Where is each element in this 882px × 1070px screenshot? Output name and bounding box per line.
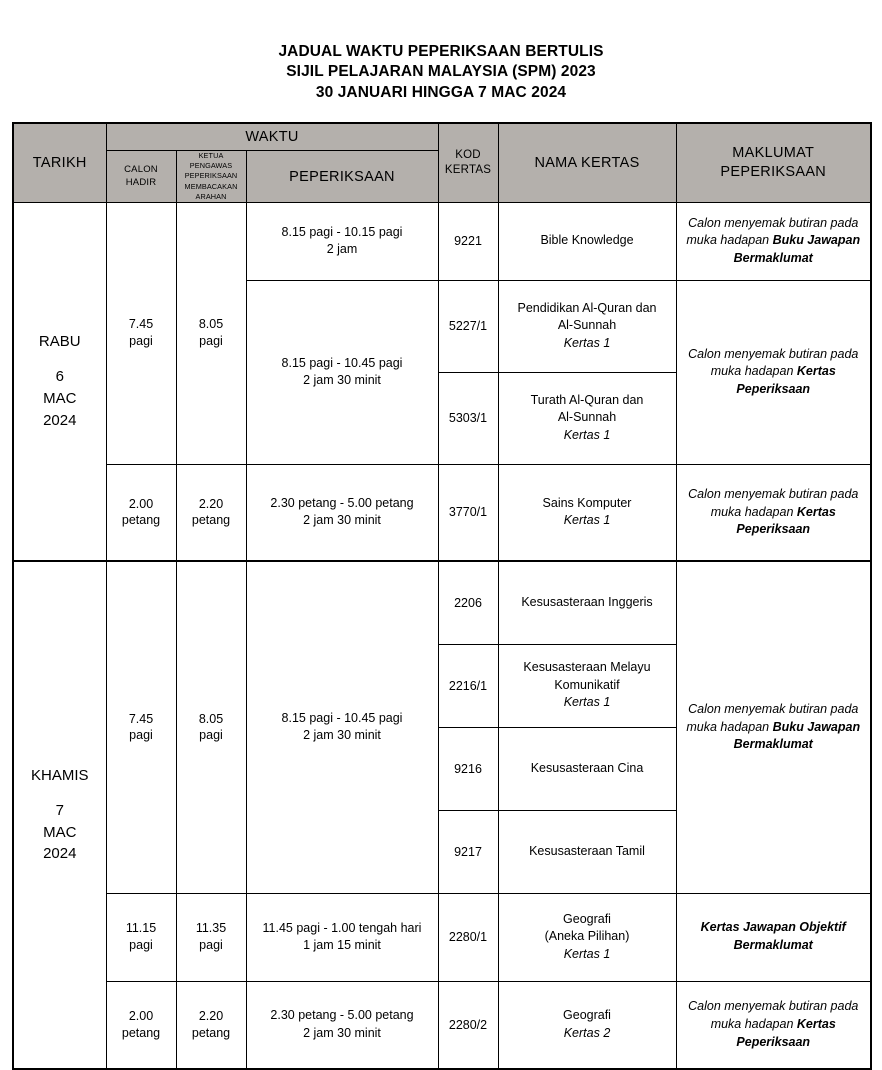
- calon-hadir-time: 11.15 pagi: [106, 893, 176, 981]
- header-tarikh: TARIKH: [13, 123, 106, 202]
- header-waktu: WAKTU: [106, 123, 438, 151]
- title-line-1: JADUAL WAKTU PEPERIKSAAN BERTULIS: [278, 43, 604, 60]
- table-body: [13, 202, 871, 1069]
- table-row: [13, 893, 871, 981]
- exam-period-cell: 8.15 pagi - 10.45 pagi 2 jam 30 minit: [246, 280, 438, 464]
- paper-part-label: Kertas 1: [563, 335, 611, 350]
- paper-name-cell: Kesusasteraan Cina: [498, 727, 676, 810]
- exam-info-cell: Kertas Jawapan Objektif Bermaklumat: [676, 893, 871, 981]
- paper-code-cell: 2206: [438, 561, 498, 644]
- paper-name-cell: Kesusasteraan Tamil: [498, 810, 676, 893]
- page-title: [0, 0, 882, 103]
- paper-name-cell: Turath Al-Quran dan Al-Sunnah Kertas 1: [498, 372, 676, 464]
- calon-hadir-time: 2.00 petang: [106, 464, 176, 561]
- ketua-pengawas-time: 8.05 pagi: [176, 202, 246, 464]
- paper-part-label: Kertas 1: [563, 695, 611, 710]
- paper-code-cell: 9217: [438, 810, 498, 893]
- date-cell: [13, 561, 106, 1069]
- calon-hadir-time: 7.45 pagi: [106, 202, 176, 464]
- exam-info-cell: Calon menyemak butiran pada muka hadapan Kertas Peperiksaan: [676, 280, 871, 464]
- exam-schedule-table: [12, 122, 872, 1070]
- header-nama-kertas: NAMA KERTAS: [498, 123, 676, 202]
- paper-name-cell: Geografi Kertas 2: [498, 981, 676, 1069]
- table-row: [13, 464, 871, 561]
- date-year: 2024: [43, 411, 77, 429]
- title-line-2: SIJIL PELAJARAN MALAYSIA (SPM) 2023: [286, 63, 596, 81]
- calon-hadir-time: 2.00 petang: [106, 981, 176, 1069]
- date-cell: [13, 202, 106, 561]
- exam-period-cell: 2.30 petang - 5.00 petang 2 jam 30 minit: [246, 981, 438, 1069]
- paper-part-label: Kertas 2: [563, 1025, 611, 1040]
- exam-info-cell: Calon menyemak butiran pada muka hadapan Kertas Peperiksaan: [676, 464, 871, 561]
- paper-code-cell: 9221: [438, 202, 498, 280]
- title-line-3: 30 JANUARI HINGGA 7 MAC 2024: [315, 83, 567, 101]
- paper-code-cell: 5303/1: [438, 372, 498, 464]
- paper-name-cell: Bible Knowledge: [498, 202, 676, 280]
- paper-name-cell: Geografi (Aneka Pilihan) Kertas 1: [498, 893, 676, 981]
- paper-part-label: Kertas 1: [563, 427, 611, 442]
- paper-code-cell: 2280/2: [438, 981, 498, 1069]
- header-maklumat-peperiksaan: MAKLUMAT PEPERIKSAAN: [676, 123, 871, 202]
- paper-code-cell: 5227/1: [438, 280, 498, 372]
- paper-name-cell: Kesusasteraan Inggeris: [498, 561, 676, 644]
- ketua-pengawas-time: 2.20 petang: [176, 981, 246, 1069]
- timetable-container: [0, 103, 882, 1070]
- exam-period-cell: 11.45 pagi - 1.00 tengah hari 1 jam 15 minit: [246, 893, 438, 981]
- date-number: 7: [55, 801, 64, 819]
- date-spacer: [14, 353, 106, 366]
- paper-part-label: Kertas 1: [563, 513, 611, 528]
- paper-code-cell: 9216: [438, 727, 498, 810]
- calon-hadir-time: 7.45 pagi: [106, 561, 176, 893]
- paper-name-cell: Kesusasteraan Melayu Komunikatif Kertas 1: [498, 644, 676, 727]
- date-spacer: [14, 787, 106, 800]
- exam-info-cell: Calon menyemak butiran pada muka hadapan Buku Jawapan Bermaklumat: [676, 561, 871, 893]
- table-header: [13, 123, 871, 202]
- paper-code-cell: 3770/1: [438, 464, 498, 561]
- date-day-name: KHAMIS: [30, 767, 89, 785]
- ketua-pengawas-time: 11.35 pagi: [176, 893, 246, 981]
- ketua-pengawas-time: 8.05 pagi: [176, 561, 246, 893]
- paper-code-cell: 2216/1: [438, 644, 498, 727]
- header-kod-kertas: KOD KERTAS: [438, 123, 498, 202]
- table-row: [13, 981, 871, 1069]
- exam-info-cell: Calon menyemak butiran pada muka hadapan Buku Jawapan Bermaklumat: [676, 202, 871, 280]
- date-year: 2024: [43, 845, 77, 863]
- table-row: [13, 561, 871, 644]
- header-ketua-pengawas: KETUA PENGAWAS PEPERIKSAAN MEMBACAKAN ARAHAN: [176, 151, 246, 202]
- header-calon-hadir: CALON HADIR: [106, 151, 176, 202]
- date-number: 6: [55, 368, 64, 386]
- date-month: MAC: [43, 389, 77, 407]
- exam-period-cell: 8.15 pagi - 10.15 pagi 2 jam: [246, 202, 438, 280]
- paper-name-cell: Sains Komputer Kertas 1: [498, 464, 676, 561]
- paper-name-cell: Pendidikan Al-Quran dan Al-Sunnah Kertas 1: [498, 280, 676, 372]
- paper-code-cell: 2280/1: [438, 893, 498, 981]
- header-peperiksaan: PEPERIKSAAN: [246, 151, 438, 202]
- exam-period-cell: 2.30 petang - 5.00 petang 2 jam 30 minit: [246, 464, 438, 561]
- table-row: [13, 202, 871, 280]
- date-month: MAC: [43, 823, 77, 841]
- paper-part-label: Kertas 1: [563, 946, 611, 961]
- exam-info-cell: Calon menyemak butiran pada muka hadapan Kertas Peperiksaan: [676, 981, 871, 1069]
- exam-period-cell: 8.15 pagi - 10.45 pagi 2 jam 30 minit: [246, 561, 438, 893]
- header-row-top: [13, 123, 871, 151]
- date-day-name: RABU: [38, 333, 81, 351]
- ketua-pengawas-time: 2.20 petang: [176, 464, 246, 561]
